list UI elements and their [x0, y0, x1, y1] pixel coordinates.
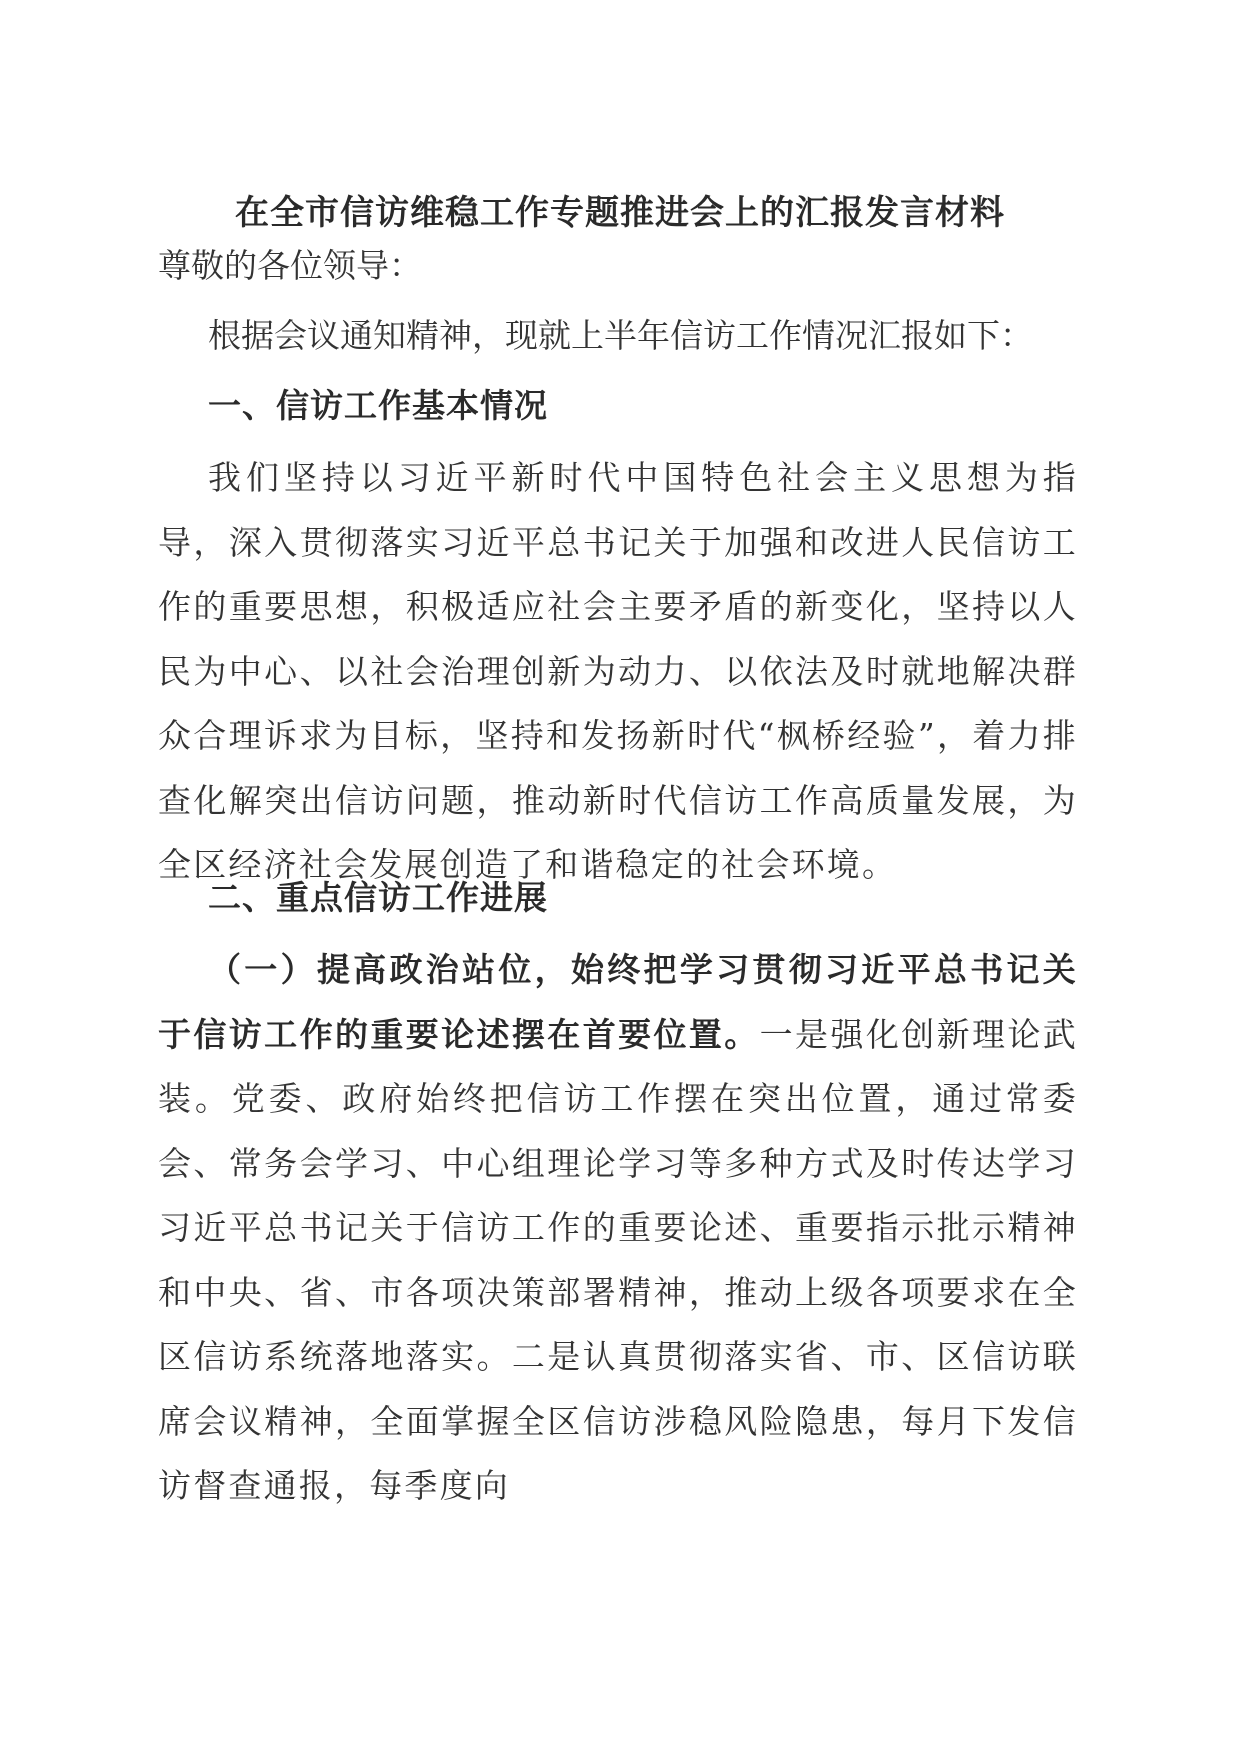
document-title: 在全市信访维稳工作专题推进会上的汇报发言材料 — [235, 193, 1005, 233]
salutation: 尊敬的各位领导： — [158, 246, 422, 285]
section-1-paragraph: 我们坚持以习近平新时代中国特色社会主义思想为指导，深入贯彻落实习近平总书记关于加强和改进人民信访工作的重要思想，积极适应社会主要矛盾的新变化，坚持以人民为中心、以社会治理创新为动力、以依法及时就地解决群众合理诉求为目标，坚持和发扬新时代“枫桥经验”，着力排查化解突出信访问题，推动新时代信访工作高质量发展，为全区经济社会发展创造了和谐稳定的社会环境。 — [158, 458, 1078, 884]
section-2-heading: 二、重点信访工作进展 — [208, 878, 548, 917]
section-1-heading: 一、信访工作基本情况 — [208, 386, 548, 425]
subsection-1-paragraph — [158, 938, 1078, 1519]
subsection-1-body: 一是强化创新理论武装。党委、政府始终把信访工作摆在突出位置，通过常委会、常务会学习、中心组理论学习等多种方式及时传达学习习近平总书记关于信访工作的重要论述、重要指示批示精神和中央、省、市各项决策部署精神，推动上级各项要求在全区信访系统落地落实。二是认真贯彻落实省、市、区信访联席会议精神，全面掌握全区信访涉稳风险隐患，每月下发信访督查通报，每季度向 — [158, 1014, 1078, 1505]
intro-paragraph: 根据会议通知精神，现就上半年信访工作情况汇报如下： — [208, 316, 1033, 355]
subsection-1-heading: （一）提高政治站位，始终把学习贯彻习近平总书记关于信访工作的重要论述摆在首要位置。 — [158, 950, 1078, 1054]
